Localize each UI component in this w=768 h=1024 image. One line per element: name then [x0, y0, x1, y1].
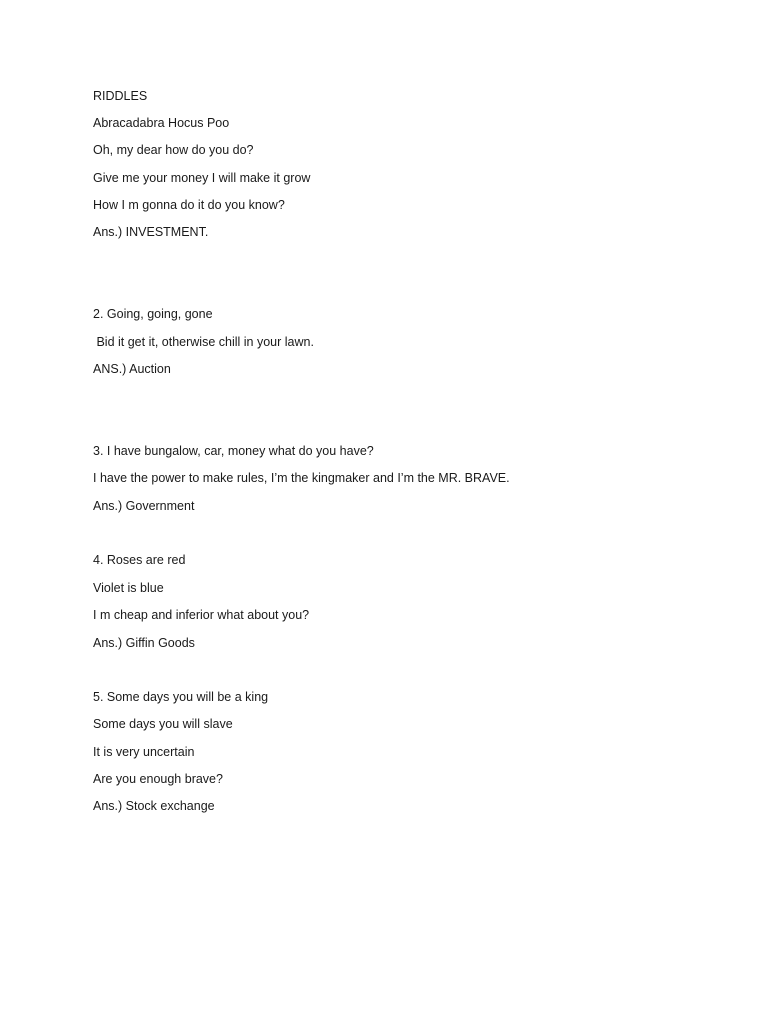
- riddle-5-line-3: It is very uncertain: [93, 745, 195, 759]
- riddle-5-line-1: 5. Some days you will be a king: [93, 690, 269, 704]
- riddle-1-line-3: Give me your money I will make it grow: [93, 171, 311, 185]
- riddle-1-answer: Ans.) INVESTMENT.: [93, 225, 209, 239]
- riddle-3-line-2: I have the power to make rules, I’m the kingmaker and I’m the MR. BRAVE.: [93, 471, 510, 485]
- riddle-1-line-2: Oh, my dear how do you do?: [93, 143, 254, 157]
- riddle-2-line-2: Bid it get it, otherwise chill in your lawn.: [93, 335, 314, 349]
- riddle-4-line-1: 4. Roses are red: [93, 553, 186, 567]
- riddle-3-answer: Ans.) Government: [93, 499, 195, 513]
- riddle-4-line-2: Violet is blue: [93, 581, 164, 595]
- riddle-4-answer: Ans.) Giffin Goods: [93, 636, 195, 650]
- riddle-5-answer: Ans.) Stock exchange: [93, 799, 215, 813]
- riddle-5-line-4: Are you enough brave?: [93, 772, 223, 786]
- riddle-1-line-4: How I m gonna do it do you know?: [93, 198, 285, 212]
- riddle-5-line-2: Some days you will slave: [93, 717, 233, 731]
- riddle-2-answer: ANS.) Auction: [93, 362, 171, 376]
- riddle-1-line-1: Abracadabra Hocus Poo: [93, 116, 230, 130]
- document-title: RIDDLES: [93, 89, 148, 103]
- riddle-3-line-1: 3. I have bungalow, car, money what do you have?: [93, 444, 374, 458]
- riddle-2-line-1: 2. Going, going, gone: [93, 307, 213, 321]
- riddle-4-line-3: I m cheap and inferior what about you?: [93, 608, 310, 622]
